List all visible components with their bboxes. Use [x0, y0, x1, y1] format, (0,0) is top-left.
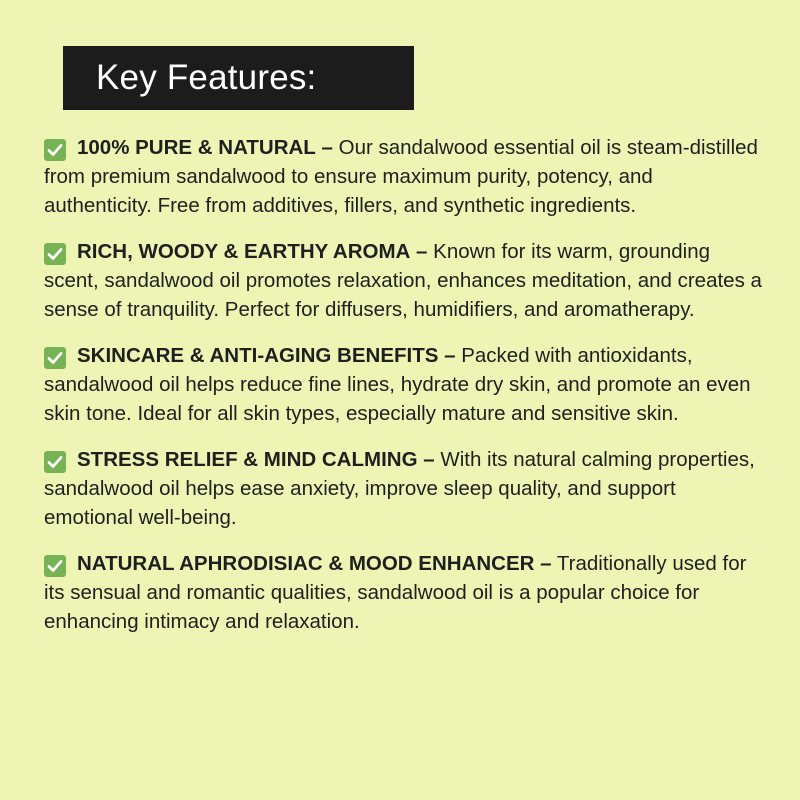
check-mark-icon [44, 139, 66, 161]
feature-heading: STRESS RELIEF & MIND CALMING [77, 448, 418, 471]
feature-dash: – [416, 240, 428, 263]
feature-body: With its natural calming properties, sandalwood oil helps ease anxiety, improve sleep quality, and support emotional well-being. [44, 448, 755, 529]
feature-item [44, 341, 764, 428]
feature-body: Known for its warm, grounding scent, sandalwood oil promotes relaxation, enhances meditation, and creates a sense of tranquility. Perfect for diffusers, humidifiers, and aromatherapy. [44, 240, 762, 321]
feature-item [44, 445, 764, 532]
feature-heading: 100% PURE & NATURAL [77, 136, 316, 159]
feature-heading: SKINCARE & ANTI-AGING BENEFITS [77, 344, 439, 367]
feature-dash: – [444, 344, 456, 367]
page-title: Key Features: [96, 58, 317, 97]
feature-dash: – [540, 552, 552, 575]
check-mark-icon [44, 347, 66, 369]
feature-dash: – [423, 448, 435, 471]
feature-dash: – [321, 136, 333, 159]
feature-item [44, 237, 764, 324]
feature-heading: RICH, WOODY & EARTHY AROMA [77, 240, 411, 263]
feature-body: Traditionally used for its sensual and romantic qualities, sandalwood oil is a popular choice for enhancing intimacy and relaxation. [44, 552, 747, 633]
feature-item [44, 549, 764, 636]
feature-heading: NATURAL APHRODISIAC & MOOD ENHANCER [77, 552, 535, 575]
check-mark-icon [44, 555, 66, 577]
feature-item [44, 133, 764, 220]
feature-body: Our sandalwood essential oil is steam-distilled from premium sandalwood to ensure maximum purity, potency, and authenticity. Free from additives, fillers, and synthetic ingredients. [44, 136, 758, 217]
check-mark-icon [44, 451, 66, 473]
feature-list [44, 133, 764, 653]
check-mark-icon [44, 243, 66, 265]
feature-body: Packed with antioxidants, sandalwood oil helps reduce fine lines, hydrate dry skin, and promote an even skin tone. Ideal for all skin types, especially mature and sensitive skin. [44, 344, 751, 425]
title-bar [63, 46, 414, 110]
